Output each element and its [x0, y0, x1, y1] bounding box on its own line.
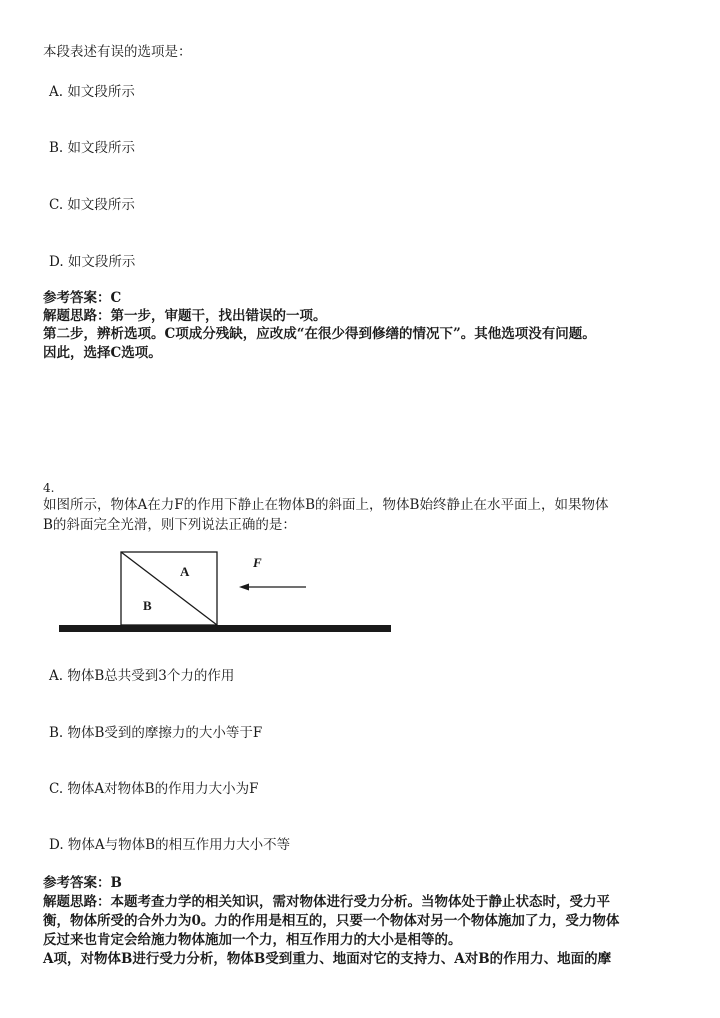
prev-question-stem: 本段表述有误的选项是：: [43, 44, 192, 60]
prev-answer: 参考答案：C: [43, 290, 122, 306]
analysis-line-2: 衡，物体所受的合外力为0。力的作用是相互的，只要一个物体对另一个物体施加了力，受力物体: [43, 913, 620, 929]
option-d: D. 物体A与物体B的相互作用力大小不等: [49, 837, 291, 853]
prev-option-c: C. 如文段所示: [49, 197, 135, 213]
prev-analysis-line-1: 解题思路：第一步，审题干，找出错误的一项。: [43, 308, 327, 324]
analysis-line-4: A项，对物体B进行受力分析，物体B受到重力、地面对它的支持力、A对B的作用力、地面的摩: [43, 951, 612, 967]
question-stem-line-1: 如图所示，物体A在力F的作用下静止在物体B的斜面上，物体B始终静止在水平面上，如果物体: [43, 497, 609, 513]
incline-line: [121, 552, 217, 625]
force-arrow-icon: [239, 584, 249, 591]
question-number: 4.: [43, 481, 55, 495]
question-stem-line-2: B的斜面完全光滑，则下列说法正确的是：: [43, 517, 296, 533]
option-c: C. 物体A对物体B的作用力大小为F: [49, 781, 259, 797]
prev-option-d: D. 如文段所示: [49, 254, 136, 270]
prev-option-b: B. 如文段所示: [49, 140, 136, 156]
label-block-a: A: [180, 564, 190, 579]
analysis-line-1: 解题思路：本题考查力学的相关知识，需对物体进行受力分析。当物体处于静止状态时，受力平: [43, 894, 610, 910]
label-block-b: B: [143, 598, 152, 613]
analysis-line-3: 反过来也肯定会给施力物体施加一个力，相互作用力的大小是相等的。: [43, 932, 462, 948]
ground-surface: [59, 625, 391, 632]
physics-diagram: [56, 548, 396, 634]
label-force-f: F: [253, 555, 262, 570]
prev-analysis-line-3: 因此，选择C选项。: [43, 345, 162, 361]
prev-option-a: A. 如文段所示: [49, 84, 135, 100]
option-b: B. 物体B受到的摩擦力的大小等于F: [49, 725, 263, 741]
option-a: A. 物体B总共受到3个力的作用: [49, 668, 235, 684]
prev-analysis-line-2: 第二步，辨析选项。C项成分残缺，应改成“在很少得到修缮的情况下”。其他选项没有问题。: [43, 326, 596, 342]
answer: 参考答案：B: [43, 875, 122, 891]
